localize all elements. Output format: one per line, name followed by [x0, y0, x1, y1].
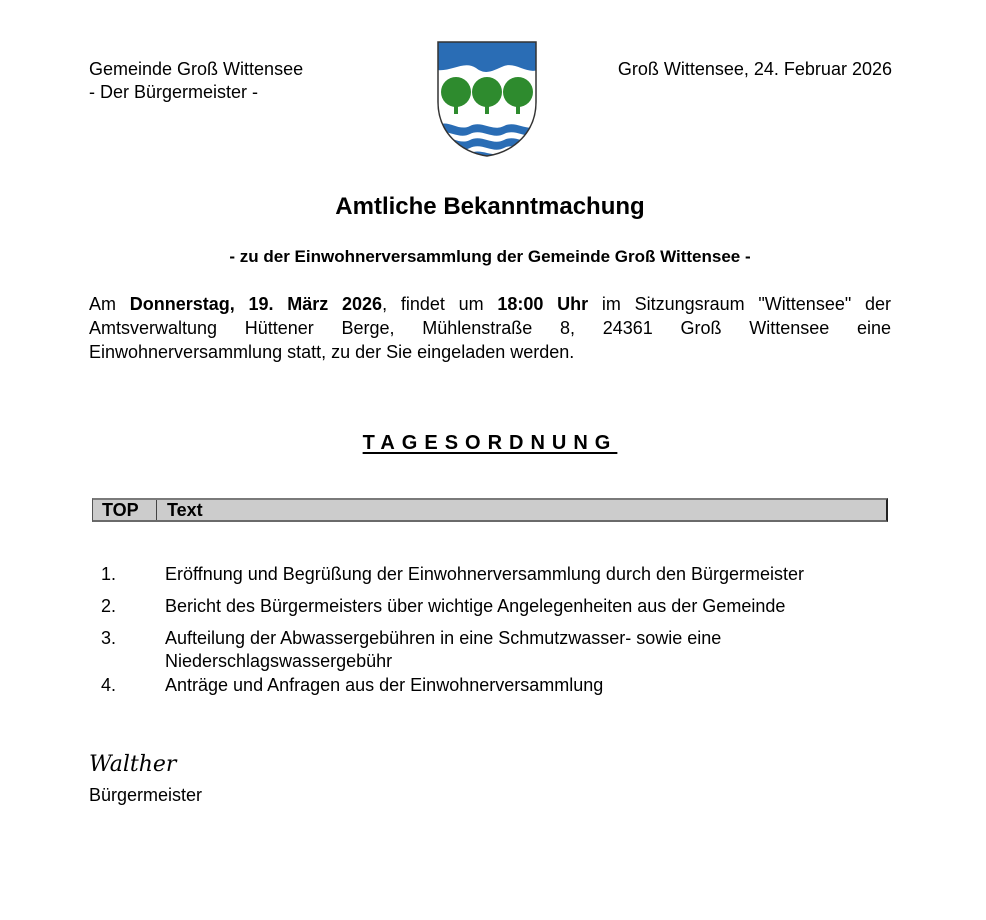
- sender-municipality: Gemeinde Groß Wittensee: [89, 59, 304, 79]
- intro-paragraph: [89, 292, 891, 364]
- agenda-heading: [0, 432, 980, 455]
- agenda-list: [101, 563, 901, 697]
- document-title: Amtliche Bekanntmachung: [335, 193, 645, 220]
- coat-of-arms-icon: [436, 40, 538, 158]
- agenda-table-header: [92, 498, 888, 522]
- sender-role: - Der Bürgermeister -: [89, 82, 259, 102]
- agenda-item-number: 3.: [101, 628, 117, 648]
- meeting-date: Donnerstag, 19. März 2026: [129, 294, 383, 314]
- agenda-heading-text: TAGESORDNUNG: [362, 432, 618, 454]
- signatory-title: Bürgermeister: [89, 785, 203, 805]
- agenda-item: [101, 674, 901, 697]
- agenda-item-number: 2.: [101, 596, 117, 616]
- signature: Walther: [89, 752, 177, 777]
- sender-block: [89, 58, 303, 104]
- agenda-item-text: Eröffnung und Begrüßung der Einwohnerversammlung durch den Bürgermeister: [165, 564, 805, 584]
- place-date: Groß Wittensee, 24. Februar 2026: [617, 59, 892, 79]
- agenda-item: [101, 595, 901, 618]
- agenda-item-text: Bericht des Bürgermeisters über wichtige Angelegenheiten aus der Gemeinde: [165, 596, 786, 616]
- document-subtitle: - zu der Einwohnerversammlung der Gemeinde Groß Wittensee -: [229, 247, 751, 266]
- agenda-item-number: 4.: [101, 675, 117, 695]
- column-text: Text: [167, 500, 203, 520]
- agenda-item: [101, 627, 901, 673]
- agenda-item-text: Aufteilung der Abwassergebühren in eine Schmutzwasser- sowie eine Niederschlagswassergebühr: [165, 628, 722, 671]
- agenda-item-number: 1.: [101, 564, 117, 584]
- intro-text-2: , findet um: [382, 294, 498, 314]
- intro-text-3: im Sitzungsraum "Wittensee" der Amtsverwaltung Hüttener Berge, Mühlenstraße 8, 24361 Groß Wittensee eine Einwohnerversammlung statt, zu der Sie eingeladen werden.: [89, 294, 891, 362]
- agenda-item-text: Anträge und Anfragen aus der Einwohnerversammlung: [165, 675, 604, 695]
- intro-text-1: Am: [89, 294, 130, 314]
- column-top: TOP: [93, 500, 157, 520]
- meeting-time: 18:00 Uhr: [497, 294, 589, 314]
- agenda-item: [101, 563, 901, 586]
